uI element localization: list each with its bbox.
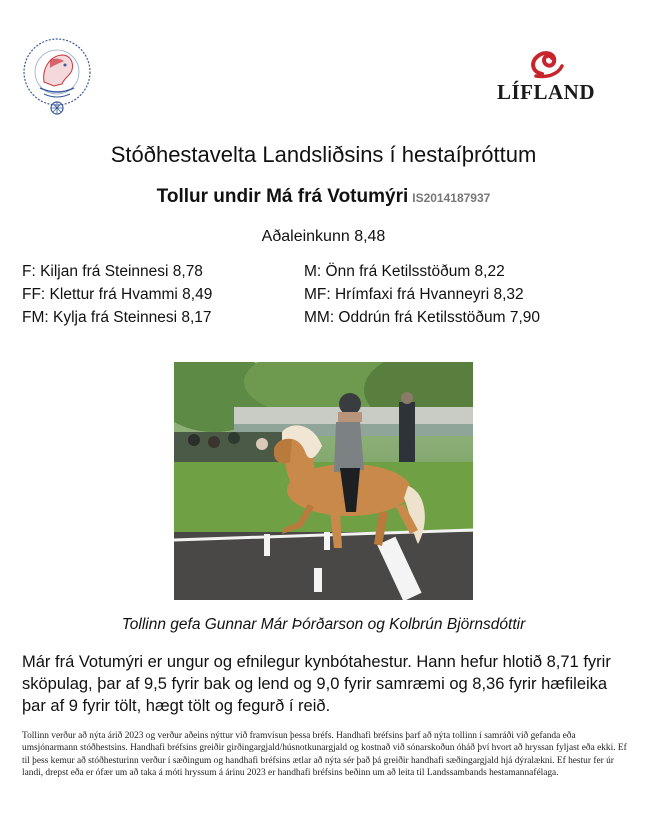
horse-name: Tollur undir Má frá Votumýri (156, 186, 409, 207)
horse-photo (174, 362, 473, 600)
photo-caption: Tollinn gefa Gunnar Már Þórðarson og Kolbrún Björnsdóttir (121, 616, 526, 633)
pedigree-dam-sire: MF: Hrímfaxi frá Hvanneyri 8,32 (304, 286, 524, 303)
pedigree-dam-side (304, 260, 540, 329)
terms-fine-print: Tollinn verður að nýta árið 2023 og verður aðeins nýttur við framvísun þessa bréfs. Handhafi bréfsins þarf að nýta tollinn í samráði við gefanda eða umsjónarmann stóðhestsins. Handhafi bréfsins greiðir girðingargjald/húsnotkunargjald og kostnað við sónarskoðun óháð því hvort að hryssan fyljast eða ekki. Ef til þess kemur að stóðhesturinn verður í sæðingum og handhafi bréfsins ætlar að nýta sér það þá greiðir handhafi sæðingargjald hjá dýralækni. Ef hestur fer úr landi, drepst eða er ófær um að taka á móti hryssum á árinu 2023 er handhafi bréfsins beðinn um að leita til Landssambands hestamannafélaga. (22, 731, 627, 779)
pedigree-dam: M: Önn frá Ketilsstöðum 8,22 (304, 263, 505, 280)
landssamband-logo (20, 38, 94, 118)
lifland-logo (492, 44, 600, 104)
main-score: Aðaleinkunn 8,48 (261, 228, 386, 245)
lifland-brand: LÍFLAND (496, 80, 595, 104)
horse-registration: IS2014187937 (412, 191, 491, 205)
pedigree-sire-dam: FM: Kylja frá Steinnesi 8,17 (22, 309, 212, 326)
pedigree-sire-sire: FF: Klettur frá Hvammi 8,49 (22, 286, 213, 303)
pedigree-dam-dam: MM: Oddrún frá Ketilsstöðum 7,90 (304, 309, 541, 326)
horse-heading (0, 186, 647, 208)
page-title: Stóðhestavelta Landsliðsins í hestaíþróttum (110, 142, 537, 167)
pedigree-sire-side (22, 260, 212, 329)
horse-description: Már frá Votumýri er ungur og efnilegur kynbótahestur. Hann hefur hlotið 8,71 fyrir sköpulag, þar af 9,5 fyrir bak og lend og 9,0 fyrir samræmi og 8,36 fyrir hæfileika þar af 9 fyrir tölt, hægt tölt og fegurð í reið. (22, 653, 611, 715)
pedigree-sire: F: Kiljan frá Steinnesi 8,78 (22, 263, 203, 280)
